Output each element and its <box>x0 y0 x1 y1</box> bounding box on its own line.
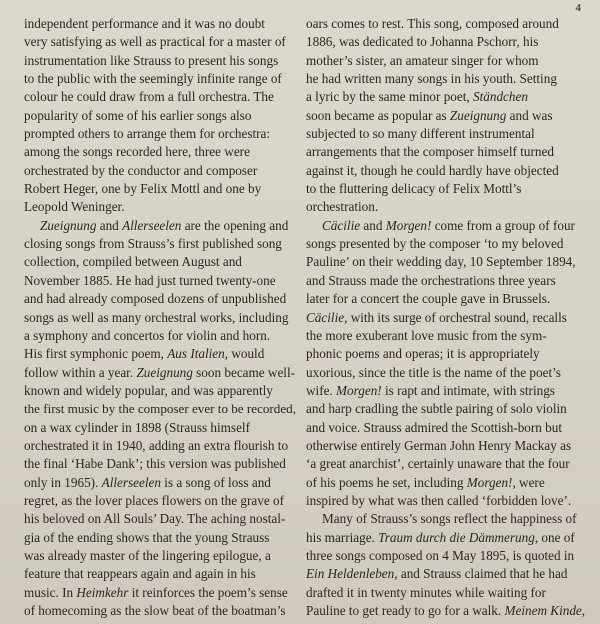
text-run: the first music by the composer ever to be recorded, <box>24 401 296 417</box>
text-run: later for a concert the couple gave in Brussels. <box>306 291 551 307</box>
text-line <box>306 327 588 345</box>
text-run: to the public with the seemingly infinite range of <box>24 71 282 87</box>
text-line <box>306 162 588 180</box>
text-run: independent performance and it was no doubt <box>24 16 265 31</box>
text-run: is rapt and intimate, with strings <box>381 382 555 398</box>
text-run: , and Strauss claimed that he had <box>394 566 568 582</box>
text-line <box>24 235 296 253</box>
italic-title: Zueignung <box>136 364 193 380</box>
italic-title: Traum durch die Dämmerung <box>378 529 535 545</box>
text-run: he had written many songs in his youth. Setting <box>306 71 557 87</box>
text-line <box>24 33 296 51</box>
text-run: Leopold Weninger. <box>24 199 125 215</box>
text-run: , would <box>224 346 265 362</box>
text-line <box>306 419 588 437</box>
text-line <box>24 529 296 547</box>
text-line <box>306 382 588 400</box>
text-line <box>306 345 588 363</box>
text-run: arrangements that the composer himself turned <box>306 144 554 160</box>
text-line <box>306 143 588 161</box>
text-line <box>24 602 296 620</box>
text-line <box>306 602 588 620</box>
text-run: was already master of the lingering epilogue, a <box>24 547 271 563</box>
text-line <box>306 33 588 51</box>
text-line <box>306 107 588 125</box>
italic-title: Morgen! <box>336 382 382 398</box>
text-run: are the opening and <box>181 217 289 233</box>
text-line <box>306 125 588 143</box>
text-line <box>306 88 588 106</box>
italic-title: Ständchen <box>473 89 528 105</box>
text-run: come from a group of four <box>431 217 575 233</box>
text-line <box>24 400 296 418</box>
text-run: and Strauss made the orchestrations three years <box>306 272 556 288</box>
text-run: three songs composed on 4 May 1895, is quoted in <box>306 547 575 563</box>
text-run: instrumentation like Strauss to present his songs <box>24 52 279 68</box>
text-run: and was <box>506 107 553 123</box>
text-run: regret, as the lover places flowers on the grave of <box>24 492 284 508</box>
text-line <box>306 584 588 602</box>
text-run: popularity of some of his earlier songs also <box>24 107 252 123</box>
text-line <box>306 492 588 510</box>
text-run: Pauline to get ready to go for a walk. <box>306 603 505 618</box>
text-run: known and widely popular, and was apparently <box>24 382 273 398</box>
text-run: gia of the ending shows that the young Strauss <box>24 529 270 545</box>
text-line <box>24 382 296 400</box>
text-run: the final ‘Habe Dank’; this version was published <box>24 456 286 472</box>
text-line <box>24 492 296 510</box>
text-run: feature that reappears again and again in his <box>24 566 256 582</box>
italic-title: Allerseelen <box>101 474 161 490</box>
text-run: of homecoming as the slow beat of the boatman’s <box>24 603 286 618</box>
text-run: orchestrated by the conductor and composer <box>24 162 258 178</box>
text-run: inspired by what was then called ‘forbidden love’. <box>306 492 572 508</box>
text-line <box>24 125 296 143</box>
text-run: closing songs from Strauss’s first published song <box>24 236 282 252</box>
text-run: against it, though he could hardly have objected <box>306 162 559 178</box>
text-line <box>306 217 588 235</box>
text-run: and harp cradling the subtle pairing of solo violin <box>306 401 567 417</box>
text-line <box>306 198 588 216</box>
text-run: and had already composed dozens of unpublished <box>24 291 287 307</box>
text-line <box>306 70 588 88</box>
text-run: and <box>360 217 386 233</box>
italic-title: Zueignung <box>449 107 507 123</box>
text-run: phonic poems and operas; it is appropriately <box>306 346 540 362</box>
italic-title: Zueignung <box>40 217 97 233</box>
text-run: orchestration. <box>306 199 379 215</box>
text-line <box>306 364 588 382</box>
text-line <box>24 547 296 565</box>
text-line <box>24 162 296 180</box>
text-run: , <box>581 603 586 618</box>
text-line <box>306 272 588 290</box>
text-line <box>24 345 296 363</box>
italic-title: Meinem Kinde <box>504 603 582 618</box>
text-run: the more exuberant love music from the sym- <box>306 327 547 343</box>
text-run: subjected to so many different instrumental <box>306 126 535 142</box>
text-line <box>24 217 296 235</box>
text-line <box>306 235 588 253</box>
text-line <box>24 455 296 473</box>
text-run: to the fluttering delicacy of Felix Mottl’s <box>306 181 522 197</box>
text-run: oars comes to rest. This song, composed around <box>306 16 559 31</box>
text-run: 1886, was dedicated to Johanna Pschorr, his <box>306 34 539 50</box>
text-run: Robert Heger, one by Felix Mottl and one by <box>24 181 262 197</box>
text-run: among the songs recorded here, three were <box>24 144 250 160</box>
text-line <box>24 107 296 125</box>
text-line <box>24 143 296 161</box>
text-line <box>24 419 296 437</box>
text-run: songs presented by the composer ‘to my beloved <box>306 236 564 252</box>
text-run: Pauline’ on their wedding day, 10 September 1894, <box>306 254 576 270</box>
text-line <box>24 510 296 528</box>
text-line <box>24 327 296 345</box>
text-run: music. In <box>24 584 77 600</box>
text-run: , one of <box>534 529 575 545</box>
italic-title: Allerseelen <box>122 217 182 233</box>
text-run: ‘a great anarchist’, certainly unaware that the four <box>306 456 570 472</box>
text-run: a lyric by the same minor poet, <box>306 89 473 105</box>
italic-title: Aus Italien <box>167 346 225 362</box>
text-run: colour he could draw from a full orchestra. The <box>24 89 274 105</box>
text-line <box>306 253 588 271</box>
text-line <box>306 400 588 418</box>
text-run: November 1885. He had just turned twenty-one <box>24 272 276 288</box>
text-line <box>24 474 296 492</box>
text-line <box>24 290 296 308</box>
text-line <box>306 510 588 528</box>
text-run: songs as well as many orchestral works, including <box>24 309 289 325</box>
text-line <box>306 52 588 70</box>
text-run: follow within a year. <box>24 364 137 380</box>
text-line <box>24 437 296 455</box>
page-number: 4 <box>575 2 581 14</box>
text-run: soon became as popular as <box>306 107 450 123</box>
text-run: , were <box>512 474 545 490</box>
text-run: of his poems he set, including <box>306 474 467 490</box>
text-run: and voice. Strauss admired the Scottish-born but <box>306 419 563 435</box>
text-run: soon became well- <box>192 364 296 380</box>
text-run: is a song of loss and <box>161 474 271 490</box>
text-run: his marriage. <box>306 529 379 545</box>
text-run: his beloved on All Souls’ Day. The aching nostal- <box>24 511 286 527</box>
text-run: very satisfying as well as practical for a master of <box>24 34 286 50</box>
text-line <box>306 290 588 308</box>
text-line <box>24 253 296 271</box>
italic-title: Morgen! <box>466 474 513 490</box>
left-column <box>24 15 296 620</box>
text-line <box>24 70 296 88</box>
text-run: orchestrated it in 1940, adding an extra flourish to <box>24 437 289 453</box>
text-line <box>24 88 296 106</box>
text-run: collection, compiled between August and <box>24 254 242 270</box>
italic-title: Morgen! <box>385 217 432 233</box>
text-run: otherwise entirely German John Henry Mackay as <box>306 437 572 453</box>
text-line <box>306 474 588 492</box>
text-run: on a wax cylinder in 1898 (Strauss himself <box>24 419 250 435</box>
text-line <box>306 15 588 33</box>
text-line <box>24 364 296 382</box>
italic-title: Cäcilie <box>306 309 345 325</box>
text-run: His first symphonic poem, <box>24 346 168 362</box>
text-run: and <box>96 217 123 233</box>
text-line <box>306 455 588 473</box>
text-run: wife. <box>306 382 337 398</box>
text-line <box>24 584 296 602</box>
text-run: Many of Strauss’s songs reflect the happiness of <box>322 511 577 527</box>
text-run: it reinforces the poem’s sense <box>128 584 288 600</box>
text-line <box>24 565 296 583</box>
text-line <box>24 15 296 33</box>
text-line <box>306 437 588 455</box>
right-column <box>306 15 588 620</box>
text-run: , with its surge of orchestral sound, recalls <box>344 309 567 325</box>
text-run: only in 1965). <box>24 474 102 490</box>
text-line <box>24 180 296 198</box>
text-run: mother’s sister, an amateur singer for whom <box>306 52 539 68</box>
text-run: drafted it in twenty minutes while waiting for <box>306 584 546 600</box>
text-run: uxorious, since the title is the name of the poet’s <box>306 364 561 380</box>
text-line <box>306 565 588 583</box>
text-line <box>306 309 588 327</box>
text-line <box>24 309 296 327</box>
text-line <box>306 547 588 565</box>
text-line <box>306 529 588 547</box>
italic-title: Ein Heldenleben <box>306 566 395 582</box>
italic-title: Heimkehr <box>76 584 129 600</box>
text-line <box>24 198 296 216</box>
italic-title: Cäcilie <box>322 217 361 233</box>
text-run: prompted others to arrange them for orchestra: <box>24 126 271 142</box>
text-line <box>24 52 296 70</box>
text-line <box>24 272 296 290</box>
text-run: a symphony and concertos for violin and horn. <box>24 327 271 343</box>
text-line <box>306 180 588 198</box>
